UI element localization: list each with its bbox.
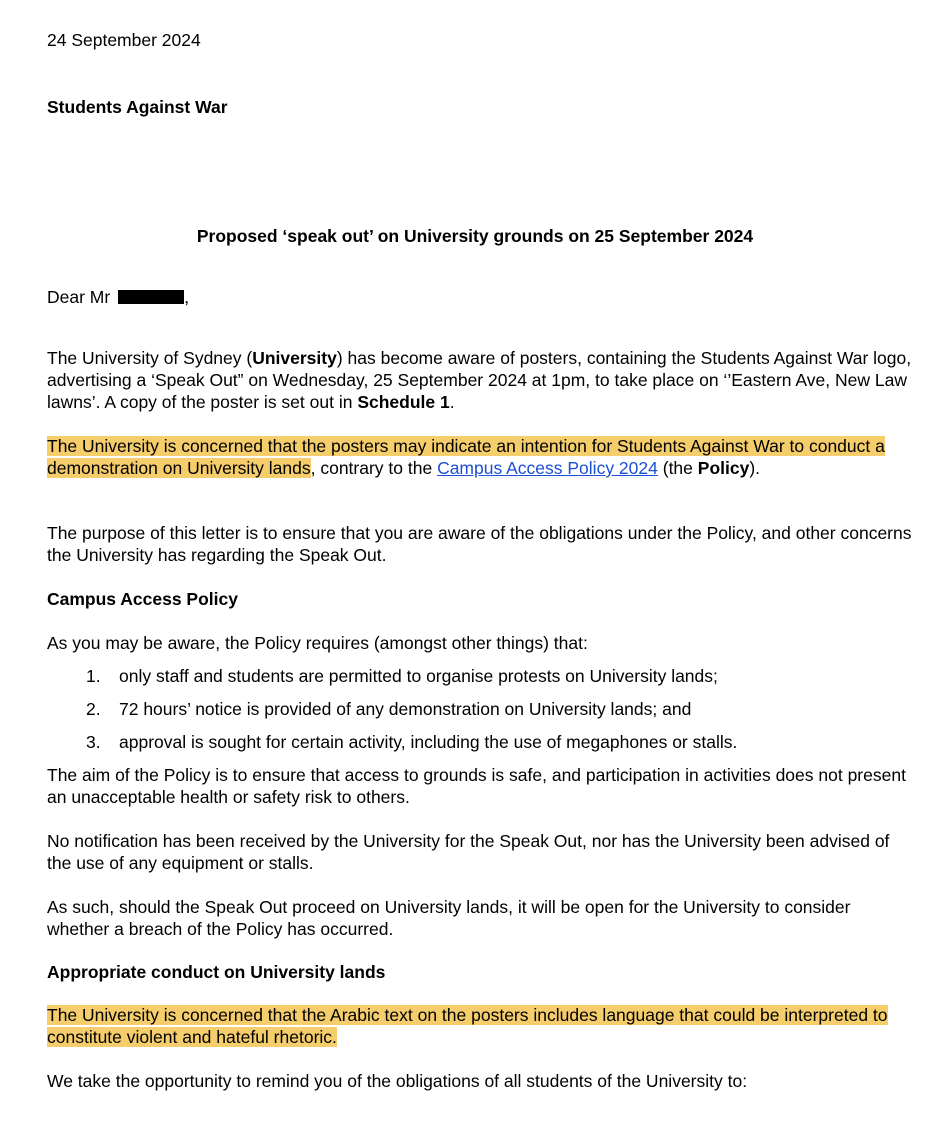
- redacted-name-block: [118, 290, 184, 304]
- highlighted-concern-2: The University is concerned that the Arabic text on the posters includes language that could be interpreted to constitute violent and hateful rhetoric.: [47, 1005, 888, 1047]
- list-item-number: 2.: [86, 699, 101, 719]
- salutation-prefix: Dear Mr: [47, 287, 111, 307]
- heading-campus-access-policy: Campus Access Policy: [47, 589, 238, 609]
- letter-date: 24 September 2024: [47, 30, 201, 50]
- para2-text-c: ).: [749, 458, 761, 478]
- para1-text-a: The University of Sydney (: [47, 348, 253, 368]
- para1-text-c: ) has become aware of posters, containing the Students Against War logo, advertising a ‘Speak Out” on Wednesday, 25 September 2024 at 1pm, to take place on ‘’Eastern Ave, New Law lawns’. A copy of the poster is set out in: [47, 348, 912, 412]
- para2-policy-term: Policy: [697, 458, 750, 478]
- salutation-suffix: ,: [184, 287, 190, 307]
- para1-schedule-ref: Schedule 1: [357, 392, 450, 412]
- paragraph-purpose: The purpose of this letter is to ensure that you are aware of the obligations under the Policy, and other concerns the University has regarding the Speak Out.: [47, 523, 912, 565]
- paragraph-intro: [47, 347, 917, 413]
- list-item: [86, 731, 906, 753]
- paragraph-policy-aim: The aim of the Policy is to ensure that access to grounds is safe, and participation in activities does not present an unacceptable health or safety risk to others.: [47, 765, 906, 807]
- highlighted-concern-1: The University is concerned that the posters may indicate an intention for Students Against War to conduct a demonstration on University lands: [47, 436, 885, 478]
- letter-subject: Proposed ‘speak out’ on University grounds on 25 September 2024: [196, 226, 754, 246]
- paragraph-remind-obligations: We take the opportunity to remind you of the obligations of all students of the University to:: [47, 1071, 748, 1091]
- paragraph-breach: As such, should the Speak Out proceed on University lands, it will be open for the University to consider whether a breach of the Policy has occurred.: [47, 897, 851, 939]
- list-item-text: only staff and students are permitted to organise protests on University lands;: [119, 666, 718, 686]
- paragraph-no-notification: No notification has been received by the University for the Speak Out, nor has the University been advised of the use of any equipment or stalls.: [47, 831, 890, 873]
- paragraph-concern-demonstration: [47, 435, 917, 479]
- para2-text-b: (the: [657, 458, 698, 478]
- list-item: [86, 698, 906, 720]
- para2-text-a: , contrary to the: [310, 458, 438, 478]
- recipient-name: Students Against War: [47, 97, 228, 117]
- list-item-number: 3.: [86, 732, 101, 752]
- campus-access-policy-link[interactable]: Campus Access Policy 2024: [437, 458, 658, 478]
- paragraph-policy-requires: As you may be aware, the Policy requires (amongst other things) that:: [47, 633, 588, 653]
- list-item-text: 72 hours’ notice is provided of any demonstration on University lands; and: [119, 699, 692, 719]
- list-item: [86, 665, 906, 687]
- salutation: [47, 286, 917, 308]
- para1-text-e: .: [449, 392, 455, 412]
- para1-university-term: University: [252, 348, 337, 368]
- heading-appropriate-conduct: Appropriate conduct on University lands: [47, 962, 386, 982]
- list-item-text: approval is sought for certain activity, including the use of megaphones or stalls.: [119, 732, 738, 752]
- paragraph-concern-rhetoric: [47, 1004, 917, 1048]
- list-item-number: 1.: [86, 666, 101, 686]
